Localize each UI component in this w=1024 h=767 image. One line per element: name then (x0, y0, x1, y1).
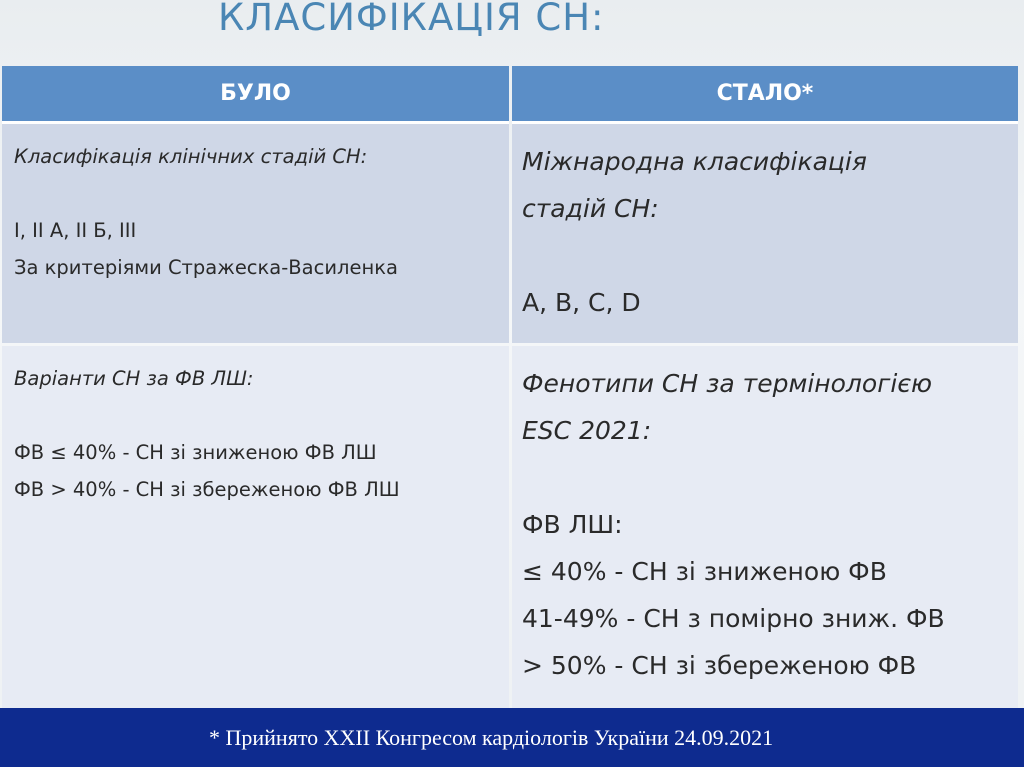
phenotypes-label: ФВ ЛШ: (522, 510, 623, 539)
phenotypes-heading-line1: Фенотипи СН за термінологією (522, 369, 933, 398)
slide-title: КЛАСИФІКАЦІЯ СН: (218, 0, 605, 39)
new-stages-heading-line2: стадій СН: (522, 194, 659, 223)
cell-old-stages (2, 124, 509, 343)
new-stages-heading-line1: Міжнародна класифікація (522, 147, 867, 176)
old-stages-heading: Класифікація клінічних стадій СН: (14, 145, 368, 168)
old-stages-values: I, II А, II Б, III (14, 219, 137, 242)
old-stages-criteria: За критеріями Стражеска-Василенка (14, 256, 398, 279)
spacer (522, 232, 1010, 279)
old-variant-reduced: ФВ ≤ 40% - СН зі зниженою ФВ ЛШ (14, 441, 377, 464)
new-stages-values: A, B, C, D (522, 288, 641, 317)
phenotype-mildly-reduced: 41-49% - СН з помірно зниж. ФВ (522, 604, 945, 633)
footer-note: * Прийнято XXII Конгресом кардіологів України 24.09.2021 (209, 724, 774, 750)
old-variants-heading: Варіанти СН за ФВ ЛШ: (14, 367, 254, 390)
phenotypes-heading-line2: ESC 2021: (522, 416, 652, 445)
spacer (14, 397, 499, 434)
phenotype-reduced: ≤ 40% - СН зі зниженою ФВ (522, 557, 887, 586)
old-variant-preserved: ФВ > 40% - СН зі збереженою ФВ ЛШ (14, 478, 400, 501)
phenotype-preserved: > 50% - СН зі збереженою ФВ (522, 651, 917, 680)
cell-old-variants (2, 346, 509, 708)
cell-new-stages (512, 124, 1018, 343)
footer-bar (0, 708, 1024, 767)
classification-table (2, 66, 1018, 708)
cell-new-phenotypes (512, 346, 1018, 708)
header-before: БУЛО (2, 66, 509, 124)
spacer (14, 175, 499, 212)
spacer (522, 454, 1010, 501)
header-after: СТАЛО* (512, 66, 1018, 124)
